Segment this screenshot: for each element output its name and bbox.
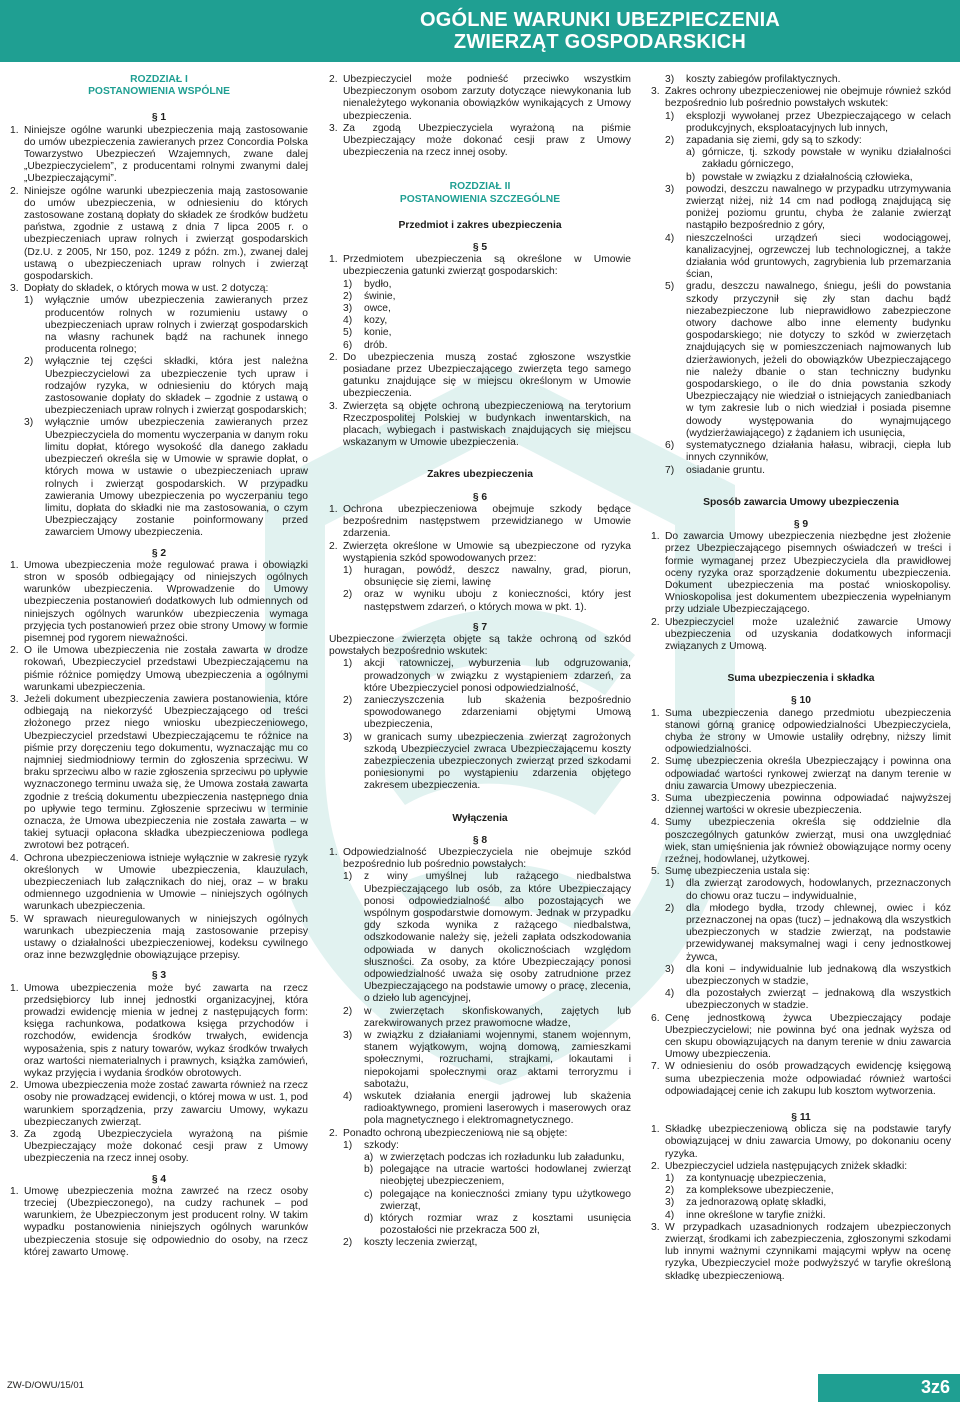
list-subitem: 3) za jednorazową opłatę składki,: [665, 1197, 827, 1209]
list-item: 5. Sumę ubezpieczenia ustala się:: [651, 866, 810, 878]
document-title-line2: ZWIERZĄT GOSPODARSKICH: [453, 31, 747, 53]
list-item: 1. Ochrona ubezpieczeniowa obejmuje szkody będące bezpośrednim następstwem przewidzianego w Umowie zdarzenia.: [329, 503, 631, 540]
list-item: 3. Suma ubezpieczenia powinna odpowiadać najwyższej dziennej wartości w okresie ubezpieczenia.: [651, 792, 951, 817]
list-subitem: 5) konie,: [343, 327, 392, 339]
list-item: 2. Do ubezpieczenia muszą zostać zgłoszone wszystkie posiadane przez Ubezpieczającego zwierzęta tego samego gatunku znajdujące się w miejscu określonym w Umowie ubezpieczenia.: [329, 351, 631, 400]
paragraph-number: § 8: [472, 834, 488, 846]
list-subitem: 1) huragan, powódź, deszcz nawalny, grad, piorun, obsunięcie się ziemi, lawinę: [343, 564, 631, 589]
list-subitem: 4) wskutek działania energii jądrowej lub skażenia radioaktywnego, promieni laserowych i maserowych oraz pola magnetycznego i elektromagnetycznego.: [343, 1091, 631, 1127]
header-bar: [0, 0, 960, 62]
paragraph-number: § 4: [151, 1173, 167, 1185]
list-subitem: 2) koszty leczenia zwierząt,: [343, 1237, 478, 1249]
list-item: 1. Składkę ubezpieczeniową oblicza się na podstawie taryfy obowiązującej w dniu zawarcia Umowy, po dokonaniu oceny ryzyka.: [651, 1124, 951, 1160]
list-subitem: 3) koszty zabiegów profilaktycznych.: [665, 74, 841, 85]
list-subitem: 4) kozy,: [343, 315, 388, 327]
paragraph-number: § 2: [151, 547, 167, 559]
list-subitem: 3) w związku z działaniami wojennymi, stanem wojennym, stanem wyjątkowym, wojną domową, zamieszkami społecznymi, rozruchami, strajkami, lokautami i niepokojami społecznymi oraz aktami terroryzmu i sabotażu,: [343, 1030, 631, 1090]
list-subitem: 3) owce,: [343, 303, 391, 315]
list-item: 1. Odpowiedzialność Ubezpieczyciela nie obejmuje szkód bezpośrednio lub pośrednio powstałych:: [329, 846, 631, 871]
list-subitem: 1) eksplozji wywołanej przez Ubezpieczającego w celach produkcyjnych, eksploatacyjnych lub innych,: [665, 110, 951, 134]
list-subitem: 3) w granicach sumy ubezpieczenia zwierząt zagrożonych szkodą Ubezpieczyciel zwraca Ubezpieczającemu koszty zabezpieczenia ubezpieczonych zwierząt przed szkodami poniesionymi po wystąpieniu zdarzenia objętego zakresem ubezpieczenia.: [343, 731, 631, 792]
list-item: 1. Umowa ubezpieczenia może regulować prawa i obowiązki stron w sposób odbiegający od niniejszych ogólnych warunków ubezpieczenia. Wprowadzenie do Umowy ubezpieczenia postanowień dodatkowych lub odmiennych od niniejszych ogólnych warunków ubezpieczenia wymaga przyjęcia tych postanowień przez obie strony Umowy w formie pisemnej pod rygorem nieważności.: [10, 559, 308, 644]
list-item: 2. O ile Umowa ubezpieczenia nie została zawarta w drodze rokowań, Ubezpieczyciel przedstawi Ubezpieczającemu na piśmie różnice pomiędzy Umową ubezpieczenia a ogólnymi warunkami ubezpieczenia.: [10, 645, 308, 693]
chapter-title: POSTANOWIENIA WSPÓLNE: [88, 86, 230, 98]
list-item: 1. Do zawarcia Umowy ubezpieczenia niezbędne jest złożenie przez Ubezpieczającego pisemnych oświadczeń w treści i formie wymaganej przez Ubezpieczyciela dla prawidłowej oceny ryzyka oraz sporządzenie dokumentu ubezpieczenia. Dokument ubezpieczenia ma postać wnioskopolisy. Wnioskopolisa jest dokumentem ubezpieczenia wypełnianym przy udziale Ubezpieczającego.: [651, 531, 951, 616]
list-item: 2. Niniejsze ogólne warunki ubezpieczenia mają zastosowanie do umów ubezpieczenia, w odniesieniu do których zastosowane zostaną dopłaty do składek ze środków budżetu państwa, zgodnie z ustawą z dnia 7 lipca 2005 r. o ubezpieczeniach upraw rolnych i zwierząt gospodarskich (Dz.U. z 2005, Nr 150, poz. 1249 z późn. zm.), zwanej dalej ustawą o ubezpieczeniach upraw rolnych i zwierząt gospodarskich.: [10, 185, 308, 283]
list-subitem: 4) inne określone w taryfie zniżki.: [665, 1209, 826, 1221]
list-subitem: 1) akcji ratowniczej, wyburzenia lub odgruzowania, prowadzonych w związku z wystąpieniem zdarzeń, za które Ubezpieczyciel ponosi odpowiedzialność,: [343, 658, 631, 694]
list-subitem: 1) dla zwierząt zarodowych, hodowlanych, przeznaczonych do chowu oraz tuczu – indywidualnie,: [665, 878, 951, 902]
list-item: 3. W przypadkach uzasadnionych rodzajem ubezpieczonych zwierząt, środkami ich zabezpieczenia, zgłoszonymi szkodami lub innymi ważnymi czynnikami mającymi wpływ na ocenę ryzyka, Ubezpieczyciel może podwyższyć w taryfie określoną składkę ubezpieczeniową.: [651, 1221, 951, 1282]
paragraph-number: § 7: [472, 621, 488, 633]
list-item: 1. Umowę ubezpieczenia można zawrzeć na rzecz osoby trzeciej (Ubezpieczonego), na cudzy rachunek – pod warunkiem, że Ubezpieczonym jest producent rolny. W takim wypadku postanowienia niniejszych ogólnych warunków ubezpieczenia stosuje się odpowiednio do osoby, na rzecz której zawarto Umowę.: [10, 1185, 308, 1258]
page-number: 3z6: [920, 1377, 950, 1397]
list-subitem: 6) drób.: [343, 339, 388, 351]
paragraph-number: § 6: [472, 491, 488, 503]
list-subitem: 4) dla pozostałych zwierząt – jednakową dla wszystkich ubezpieczonych w stadzie.: [665, 988, 951, 1012]
list-subitem: 2) dla młodego bydła, trzody chlewnej, owiec i kóz przeznaczonej na opas (tucz) – jednakową dla wszystkich ubezpieczonych w stadzie zwierząt, na podstawie przewidywanej maksymalnej wagi i ceny jednostkowej żywca,: [665, 902, 951, 963]
column-3: [651, 74, 951, 1283]
paragraph-number: § 5: [472, 242, 488, 254]
list-subitem: 2) za kompleksowe ubezpieczenie,: [665, 1185, 834, 1197]
list-subitem: 3) wyłącznie umów ubezpieczenia zawieranych przez Ubezpieczyciela do momentu wyczerpania w danym roku limitu dopłat, którego wysokość dla danego zakładu ubezpieczeń określa się w Umowie w sprawie dopłat, o których mowa w ustawie o ubezpieczeniach upraw rolnych i zwierząt gospodarskich. W przypadku zawierania Umowy ubezpieczenia po wyczerpaniu tego limitu, dopłata do składki nie ma zastosowania, o czym Ubezpieczający zostanie poinformowany przed zawarciem Umowy ubezpieczenia.: [24, 417, 308, 539]
list-subitem: 1) bydło,: [343, 278, 392, 290]
list-item: 7. W odniesieniu do osób prowadzących ewidencję księgową suma ubezpieczenia może odpowiadać również wartości odpowiadającej cenie ich zakupu lub kosztom wytworzenia.: [651, 1061, 951, 1097]
list-item: 3. Dopłaty do składek, o których mowa w ust. 2 dotyczą:: [10, 283, 269, 295]
list-item: 2. Zwierzęta określone w Umowie są ubezpieczone od ryzyka wystąpienia szkód spowodowanych przez:: [329, 540, 631, 564]
list-item: 1. Suma ubezpieczenia danego przedmiotu ubezpieczenia stanowi górną granicę odpowiedzialności Ubezpieczyciela, chyba że strony w Umowie ustaliły odrębny, niższy limit odpowiedzialności.: [651, 707, 951, 756]
chapter-label: ROZDZIAŁ II: [449, 181, 511, 193]
list-item: 4. Ochrona ubezpieczeniowa istnieje wyłącznie w zakresie ryzyk określonych w Umowie ubezpieczenia, klauzulach, ubezpieczeniach lub załącznikach do niej, oraz – w braku odmiennego uzgodnienia w Umowie – niniejszych ogólnych warunkach ubezpieczenia.: [10, 852, 308, 913]
list-subitem: 2) świnie,: [343, 290, 396, 302]
list-item: 4. Sumy ubezpieczenia określa się oddzielnie dla poszczególnych gatunków zwierząt, musi ona uwzględniać wiek, stan umięśnienia jak również obowiązujące normy oceny rzeźnej, hodowlanej, użytkowej.: [651, 817, 951, 865]
list-subitem: 2) zanieczyszczenia lub skażenia bezpośrednio spowodowanego zdarzeniami objętymi Umową ubezpieczenia,: [343, 694, 631, 731]
list-subitem: 5) gradu, deszczu nawalnego, śniegu, jeśli do powstania szkody przyczynił się zły stan dachu bądź niezabezpieczone lub nieprawidłowo zabezpieczone otwory dachowe albo inne elementy budynku gospodarskiego; nie dotyczy to szkód w zwierzętach znajdujących się w pomieszczeniach najmowanych lub dzierżawionych, jeżeli do obowiązków Ubezpieczającego nie należy dbanie o stan techniczny budynku gospodarskiego, o ile do dnia powstania szkody Ubezpieczający nie wiedział o istniejących zaniedbaniach w tym zakresie lub o nich wiedział i posiada pisemne dowody występowania do wynajmującego (wydzierżawiającego) z żądaniem ich usunięcia,: [665, 281, 951, 439]
list-subitem: 1) wyłącznie umów ubezpieczenia zawieranych przez producentów rolnych w rozumieniu ustawy o ubezpieczeniach upraw rolnych i zwierząt gospodarskich na własny rachunek bądź na rachunek innego producenta rolnego;: [24, 295, 308, 356]
list-subitem: 2) wyłącznie tej części składki, która jest należna Ubezpieczycielowi za ubezpieczenie tych upraw i rodzajów ryzyka, w odniesieniu do których mają zastosowanie dopłaty do składek – zgodnie z ustawą o ubezpieczeniach upraw rolnych i zwierząt gospodarskich;: [24, 356, 308, 417]
list-item: 1. Umowa ubezpieczenia może być zawarta na rzecz przedsiębiorcy lub innej jednostki organizacyjnej, która prowadzi ewidencję mienia w jednej z następujących form: księga rachunkowa, podatkowa księga przychodów i rozchodów, ewidencja środków trwałych, ewidencja wyposażenia, spis z natury towarów, wykaz środków trwałych oraz wartości niematerialnych i prawnych, książka zamówień, wykaz przyjęcia i wydania środków obrotowych.: [10, 982, 308, 1080]
list-item: 6. Cenę jednostkową żywca Ubezpieczający podaje Ubezpieczycielowi; nie powinna być ona jednak wyższa od cen skupu obowiązujących na danym terenie w dniu zawarcia Umowy ubezpieczenia.: [651, 1012, 951, 1061]
list-item: 2. Ubezpieczyciel może uzależnić zawarcie Umowy ubezpieczenia od uzyskania dodatkowych informacji związanych z Umową.: [651, 616, 951, 652]
section-heading: Wyłączenia: [452, 812, 508, 824]
list-subsubitem: d) których rozmiar wraz z kosztami usunięcia pozostałości nie przekracza 500 zł,: [364, 1213, 631, 1237]
list-item: 2. Ponadto ochroną ubezpieczeniową nie są objęte:: [329, 1127, 568, 1139]
list-item: 3. Jeżeli dokument ubezpieczenia zawiera postanowienia, które odbiegają na niekorzyść Ubezpieczającego od treści złożonego przez niego wniosku ubezpieczeniowego, Ubezpieczyciel przedstawi Ubezpieczającemu te różnice na piśmie przy doręczeniu tego dokumentu, wyznaczając mu co najmniej siedmiodniowy termin do zgłoszenia sprzeciwu. W braku sprzeciwu albo w razie zgłoszenia sprzeciwu po upływie wyznaczonego terminu uważa się, że Umowa została zawarta zgodnie z treścią dokumentu ubezpieczenia następnego dnia po upływie tego terminu. Zgłoszenie sprzeciwu w terminie oznacza, że Umowa ubezpieczenia nie została zawarta – w takiej sytuacji opłacona składka ubezpieczeniowa podlega zwrotowi bez potrąceń.: [10, 693, 308, 852]
list-item: 2. Ubezpieczyciel może podnieść przeciwko wszystkim Ubezpieczonym osobom zarzuty dotyczące niewykonania lub nienależytego wykonania obowiązków wynikających z Umowy ubezpieczenia.: [329, 74, 631, 122]
list-item: 3. Za zgodą Ubezpieczyciela wyrażoną na piśmie Ubezpieczający może dokonać cesji praw z Umowy ubezpieczenia na rzecz innej osoby.: [10, 1129, 308, 1165]
list-subsubitem: c) polegające na konieczności zmiany typu użytkowego zwierząt,: [364, 1188, 631, 1212]
list-item: 2. Umowa ubezpieczenia może zostać zawarta również na rzecz osoby nie prowadzącej ewidencji, o której mowa w ust. 1, pod warunkiem sporządzenia, przy zawarciu Umowy, wykazu ubezpieczanych zwierząt.: [10, 1080, 308, 1128]
list-item: 3. Zwierzęta są objęte ochroną ubezpieczeniową na terytorium Rzeczpospolitej Polskiej w budynkach inwentarskich, na placach, wybiegach i pastwiskach znajdujących się miejscu wskazanym w Umowie ubezpieczenia.: [329, 400, 631, 449]
list-item: 5. W sprawach nieuregulowanych w niniejszych ogólnych warunkach ubezpieczenia mają zastosowanie przepisy ustawy o działalności ubezpieczeniowej, kodeksu cywilnego oraz inne bezwzględnie obowiązujące przepisy.: [10, 913, 308, 962]
paragraph-text: Ubezpieczone zwierzęta objęte są także ochroną od szkód powstałych bezpośrednio wskutek:: [329, 633, 631, 658]
paragraph-number: § 9: [793, 518, 809, 530]
chapter-title: POSTANOWIENIA SZCZEGÓLNE: [399, 193, 561, 205]
column-1: [10, 74, 308, 1259]
list-subitem: 6) systematycznego działania hałasu, wibracji, ciepła lub innych czynników,: [665, 440, 951, 464]
document-title-line1: OGÓLNE WARUNKI UBEZPIECZENIA: [419, 9, 781, 31]
list-subitem: 2) oraz w wyniku uboju z konieczności, który jest następstwem zdarzeń, o których mowa w pkt. 1).: [343, 589, 631, 613]
list-subsubitem: a) górnicze, tj. szkody powstałe w wyniku działalności zakładu górniczego,: [686, 147, 951, 171]
list-item: 2. Sumę ubezpieczenia określa Ubezpieczający i powinna ona odpowiadać wartości rynkowej zwierząt na danym terenie w dniu zawarcia Umowy ubezpieczenia.: [651, 756, 951, 792]
list-subsubitem: b) polegające na utracie wartości hodowlanej zwierząt nieobjętej ubezpieczeniem,: [364, 1164, 631, 1188]
paragraph-number: § 1: [151, 112, 167, 124]
list-item: 2. Ubezpieczyciel udziela następujących zniżek składki:: [651, 1160, 908, 1172]
section-heading: Zakres ubezpieczenia: [427, 469, 533, 481]
list-item: 3. Zakres ochrony ubezpieczeniowej nie obejmuje również szkód bezpośrednio lub pośrednio powstałych wskutek:: [651, 86, 951, 110]
document-code: ZW-D/OWU/15/01: [7, 1380, 84, 1391]
chapter-label: ROZDZIAŁ I: [130, 74, 188, 85]
paragraph-number: § 3: [151, 970, 167, 982]
list-subitem: 1) z winy umyślnej lub rażącego niedbalstwa Ubezpieczającego lub osób, za które Ubezpieczający ponosi odpowiedzialność albo pozostających we wspólnym gospodarstwie domowym. Jednak w przypadku gdy szkoda wynika z rażącego niedbalstwa, odszkodowanie należy się, jeżeli zapłata odszkodowania odpowiada w danych okolicznościach względom słuszności. Za osoby, za które Ubezpieczający ponosi odpowiedzialność uważa się osoby zatrudnione przez Ubezpieczającego na podstawie umowy o pracę, zlecenia, o dzieło lub agencyjnej,: [343, 871, 631, 1005]
list-subsubitem: b) powstałe w związku z działalnością człowieka,: [686, 171, 913, 183]
list-subitem: 2) zapadania się ziemi, gdy są to szkody:: [665, 135, 862, 147]
section-heading: Przedmiot i zakres ubezpieczenia: [398, 219, 562, 231]
list-subitem: 7) osiadanie gruntu.: [665, 464, 766, 476]
paragraph-number: § 10: [790, 695, 812, 707]
footer-bar: [818, 1374, 960, 1402]
list-subitem: 3) dla koni – indywidualnie lub jednakową dla wszystkich ubezpieczonych w stadzie,: [665, 963, 951, 988]
list-item: 1. Przedmiotem ubezpieczenia są określone w Umowie ubezpieczenia gatunki zwierząt gospodarskich:: [329, 254, 631, 278]
list-subitem: 1) szkody:: [343, 1139, 399, 1151]
list-subitem: 3) powodzi, deszczu nawalnego w przypadku utrzymywania zwierząt niżej, niż 14 cm nad podłogą znajdującą się poniżej poziomu gruntu, chyba że zalanie zwierząt nastąpiło bezpośrednio z góry,: [665, 183, 951, 232]
list-subitem: 4) nieszczelności urządzeń sieci wodociągowej, kanalizacyjnej, ogrzewczej lub technologicznej, a także działania wód gruntowych, zagrybienia lub przemarzania ścian,: [665, 232, 951, 281]
paragraph-number: § 11: [791, 1112, 811, 1124]
list-subsubitem: a) w zwierzętach podczas ich rozładunku lub załadunku,: [364, 1152, 625, 1164]
section-heading: Suma ubezpieczenia i składka: [727, 673, 875, 685]
column-2: [329, 74, 631, 1250]
document-title: [300, 9, 900, 53]
list-subitem: 1) za kontynuację ubezpieczenia,: [665, 1173, 827, 1185]
list-subitem: 2) w zwierzętach skonfiskowanych, zajętych lub zarekwirowanych przez prawomocne władze,: [343, 1005, 631, 1029]
list-item: 3. Za zgodą Ubezpieczyciela wyrażoną na piśmie Ubezpieczający może dokonać cesji praw z Umowy ubezpieczenia na rzecz innej osoby.: [329, 122, 631, 159]
section-heading: Sposób zawarcia Umowy ubezpieczenia: [703, 496, 899, 508]
list-item: 1. Niniejsze ogólne warunki ubezpieczenia mają zastosowanie do umów ubezpieczenia zawieranych przez Concordia Polska Towarzystwo Ubezpieczeń Wzajemnych, zwane dalej „Ubezpieczycielem”, z producentami rolnymi zwanymi dalej „Ubezpieczającymi”.: [10, 124, 308, 185]
